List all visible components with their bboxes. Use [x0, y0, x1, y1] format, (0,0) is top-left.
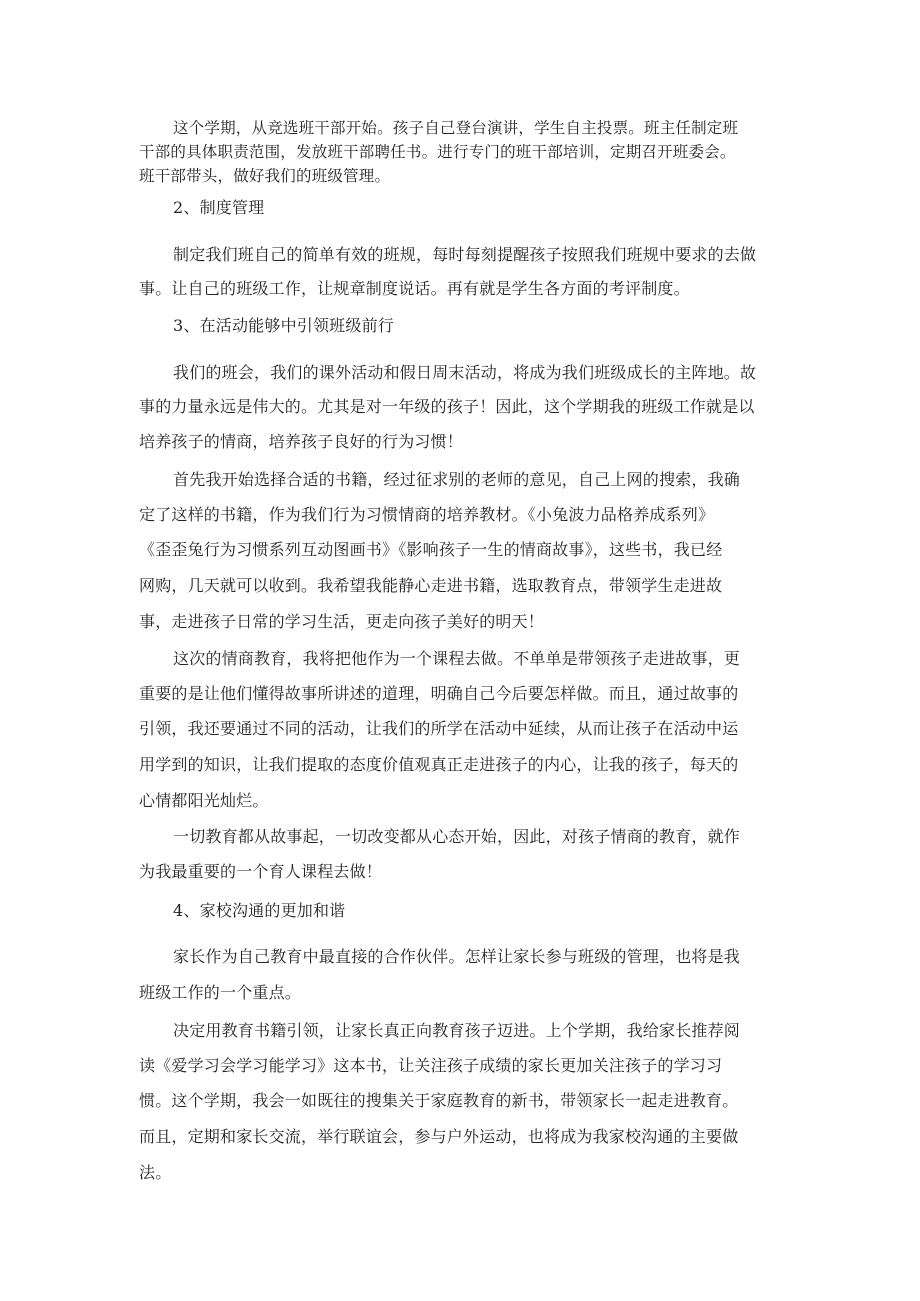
text-line: 班级工作的一个重点。 — [139, 983, 302, 1002]
section-heading-system: 2、制度管理 — [173, 198, 265, 217]
text-line: 定了这样的书籍，作为我们行为习惯情商的培养教材。《小兔波力品格养成系列》 — [139, 505, 715, 524]
text-line: 这个学期，从竞选班干部开始。孩子自己登台演讲，学生自主投票。班主任制定班 — [173, 119, 739, 137]
text-line: 《歪歪兔行为习惯系列互动图画书》《影响孩子一生的情商故事》，这些书，我已经 — [139, 540, 723, 559]
text-line: 事的力量永远是伟大的。尤其是对一年级的孩子！因此，这个学期我的班级工作就是以 — [139, 397, 755, 416]
section-heading-activity: 3、在活动能够中引领班级前行 — [173, 316, 394, 335]
text-line: 班干部带头，做好我们的班级管理。 — [139, 167, 391, 185]
text-line: 首先我开始选择合适的书籍，经过征求别的老师的意见，自己上网的搜索，我确 — [173, 470, 741, 489]
text-line: 培养孩子的情商，培养孩子良好的行为习惯！ — [139, 432, 464, 451]
text-line: 为我最重要的一个育人课程去做！ — [139, 862, 383, 881]
text-line: 惯。这个学期，我会一如既往的搜集关于家庭教育的新书，带领家长一起走进教育。 — [139, 1091, 739, 1110]
text-line: 决定用教育书籍引领，让家长真正向教育孩子迈进。上个学期，我给家长推荐阅 — [173, 1021, 741, 1040]
text-line: 我们的班会，我们的课外活动和假日周末活动，将成为我们班级成长的主阵地。故 — [173, 363, 757, 382]
section-heading-home-school: 4、家校沟通的更加和谐 — [173, 901, 346, 920]
text-line: 法。 — [139, 1163, 172, 1182]
text-line: 事，走进孩子日常的学习生活，更走向孩子美好的明天！ — [139, 612, 545, 631]
text-line: 而且，定期和家长交流，举行联谊会，参与户外运动，也将成为我家校沟通的主要做 — [139, 1127, 739, 1146]
text-line: 一切教育都从故事起，一切改变都从心态开始，因此，对孩子情商的教育，就作 — [173, 827, 741, 846]
text-line: 制定我们班自己的简单有效的班规，每时每刻提醒孩子按照我们班规中要求的去做 — [173, 245, 757, 264]
text-line: 事。让自己的班级工作，让规章制度说话。再有就是学生各方面的考评制度。 — [139, 279, 690, 298]
text-line: 家长作为自己教育中最直接的合作伙伴。怎样让家长参与班级的管理，也将是我 — [173, 947, 741, 966]
text-line: 重要的是让他们懂得故事所讲述的道理，明确自己今后要怎样做。而且，通过故事的 — [139, 684, 739, 703]
text-line: 用学到的知识，让我们提取的态度价值观真正走进孩子的内心，让我的孩子，每天的 — [139, 755, 739, 774]
text-line: 这次的情商教育，我将把他作为一个课程去做。不单单是带领孩子走进故事，更 — [173, 649, 741, 668]
text-line: 干部的具体职责范围，发放班干部聘任书。进行专门的班干部培训，定期召开班委会。 — [139, 143, 736, 161]
text-line: 心情都阳光灿烂。 — [139, 791, 269, 810]
text-line: 读《爱学习会学习能学习》这本书，让关注孩子成绩的家长更加关注孩子的学习习 — [139, 1056, 723, 1075]
text-line: 引领，我还要通过不同的活动，让我们的所学在活动中延续，从而让孩子在活动中运 — [139, 719, 739, 738]
text-line: 网购，几天就可以收到。我希望我能静心走进书籍，选取教育点，带领学生走进故 — [139, 576, 723, 595]
